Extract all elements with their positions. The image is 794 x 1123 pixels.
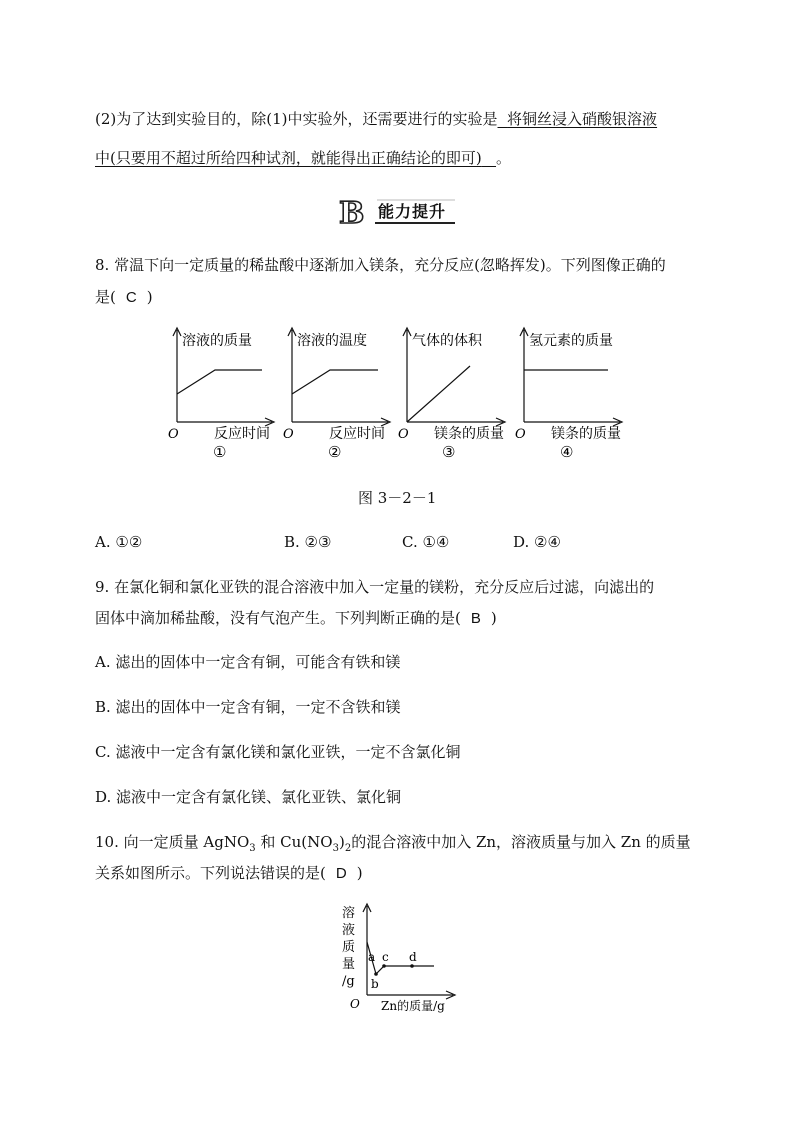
q9-option-d: D. 滤液中一定含有氯化镁、氯化亚铁、氯化铜	[95, 788, 402, 806]
q9-stem-line2: 固体中滴加稀盐酸，没有气泡产生。下列判断正确的是( B )	[95, 609, 497, 627]
q10-ylabel-char-3: 质	[342, 940, 356, 955]
q7-end: 。	[496, 149, 512, 167]
q10-ylabel-char-2: 液	[342, 923, 356, 938]
q8-graph-1	[168, 328, 274, 461]
q7-part2-line2	[95, 147, 511, 168]
q7-part2-prefix: (2)为了达到实验目的，除(1)中实验外，还需要进行的实验是	[95, 110, 498, 128]
q7-part2-line1	[95, 108, 657, 129]
graph-3-origin: O	[398, 427, 409, 442]
q8-option-a: A. ①②	[95, 533, 143, 551]
q7-answer-line1: 将铜丝浸入硝酸银溶液	[507, 110, 658, 128]
q8-option-c: C. ①④	[402, 533, 450, 551]
graph-1-number: ①	[213, 443, 227, 461]
graph-3-number: ③	[442, 443, 456, 461]
q8-graph-2	[283, 328, 390, 461]
q9-stem-line1: 9. 在氯化铜和氯化亚铁的混合溶液中加入一定量的镁粉，充分反应后过滤，向滤出的	[95, 578, 655, 596]
graph-3-curve	[407, 366, 470, 422]
q10-point-c: c	[382, 950, 389, 964]
q10-ylabel-char-1: 溶	[342, 906, 356, 921]
graph-1-ylabel: 溶液的质量	[182, 333, 252, 349]
q7-answer-line2: 中(只要用不超过所给四种试剂，就能得出正确结论的即可)	[95, 149, 482, 167]
q10-stem-line2: 关系如图所示。下列说法错误的是( D )	[95, 864, 363, 882]
q8-option-b: B. ②③	[284, 533, 332, 551]
q10-graph	[338, 900, 468, 1015]
q8-stem-line1: 8. 常温下向一定质量的稀盐酸中逐渐加入镁条，充分反应(忽略挥发)。下列图像正确的	[95, 256, 666, 274]
graph-2-ylabel: 溶液的温度	[297, 333, 367, 349]
q8-answer: C	[125, 289, 137, 306]
graph-1-curve	[177, 370, 262, 394]
graph-4-xlabel: 镁条的质量	[551, 426, 621, 442]
point-d-marker	[410, 964, 414, 968]
graph-4-origin: O	[515, 427, 526, 442]
q9-option-a: A. 滤出的固体中一定含有铜，可能含有铁和镁	[95, 653, 401, 671]
point-b-marker	[374, 972, 378, 976]
graph-2-xlabel: 反应时间	[329, 426, 385, 442]
q8-graphs	[160, 322, 640, 462]
q8-graph-3	[398, 328, 505, 461]
q10-point-d: d	[409, 950, 417, 964]
q10-curve	[367, 942, 434, 974]
q10-stem-line1: 10. 向一定质量 AgNO$_3$ 和 $Cu(NO_3)_2$的混合溶液中加入 Zn，溶液质量与加入 Zn 的质量	[95, 833, 691, 854]
q10-xlabel: Zn的质量/g	[381, 999, 445, 1013]
q8-figure-caption: 图 3－2－1	[358, 489, 437, 507]
q10-point-b: b	[371, 977, 379, 991]
q9-answer: B	[470, 610, 481, 627]
section-letter: B	[339, 196, 365, 228]
q8-stem-line2: 是( C )	[95, 288, 153, 306]
q10-ylabel-char-5: /g	[342, 974, 355, 989]
q10-origin: O	[350, 997, 360, 1011]
graph-3-ylabel: 气体的体积	[412, 333, 482, 349]
graph-1-origin: O	[168, 427, 179, 442]
q10-point-a: a	[368, 950, 376, 964]
q9-option-b: B. 滤出的固体中一定含有铜，一定不含铁和镁	[95, 698, 401, 716]
point-c-marker	[382, 964, 386, 968]
graph-2-curve	[292, 370, 378, 394]
graph-1-xlabel: 反应时间	[214, 426, 270, 442]
q8-option-d: D. ②④	[513, 533, 561, 551]
q10-answer: D	[335, 865, 347, 882]
q8-graph-4	[515, 328, 622, 461]
graph-3-xlabel: 镁条的质量	[434, 426, 504, 442]
q9-option-c: C. 滤液中一定含有氯化镁和氯化亚铁，一定不含氯化铜	[95, 743, 461, 761]
graph-4-ylabel: 氢元素的质量	[529, 333, 613, 349]
graph-2-number: ②	[328, 443, 342, 461]
q10-ylabel-char-4: 量	[342, 957, 356, 972]
graph-4-number: ④	[560, 443, 574, 461]
graph-2-origin: O	[283, 427, 294, 442]
section-title: 能力提升	[378, 202, 447, 221]
